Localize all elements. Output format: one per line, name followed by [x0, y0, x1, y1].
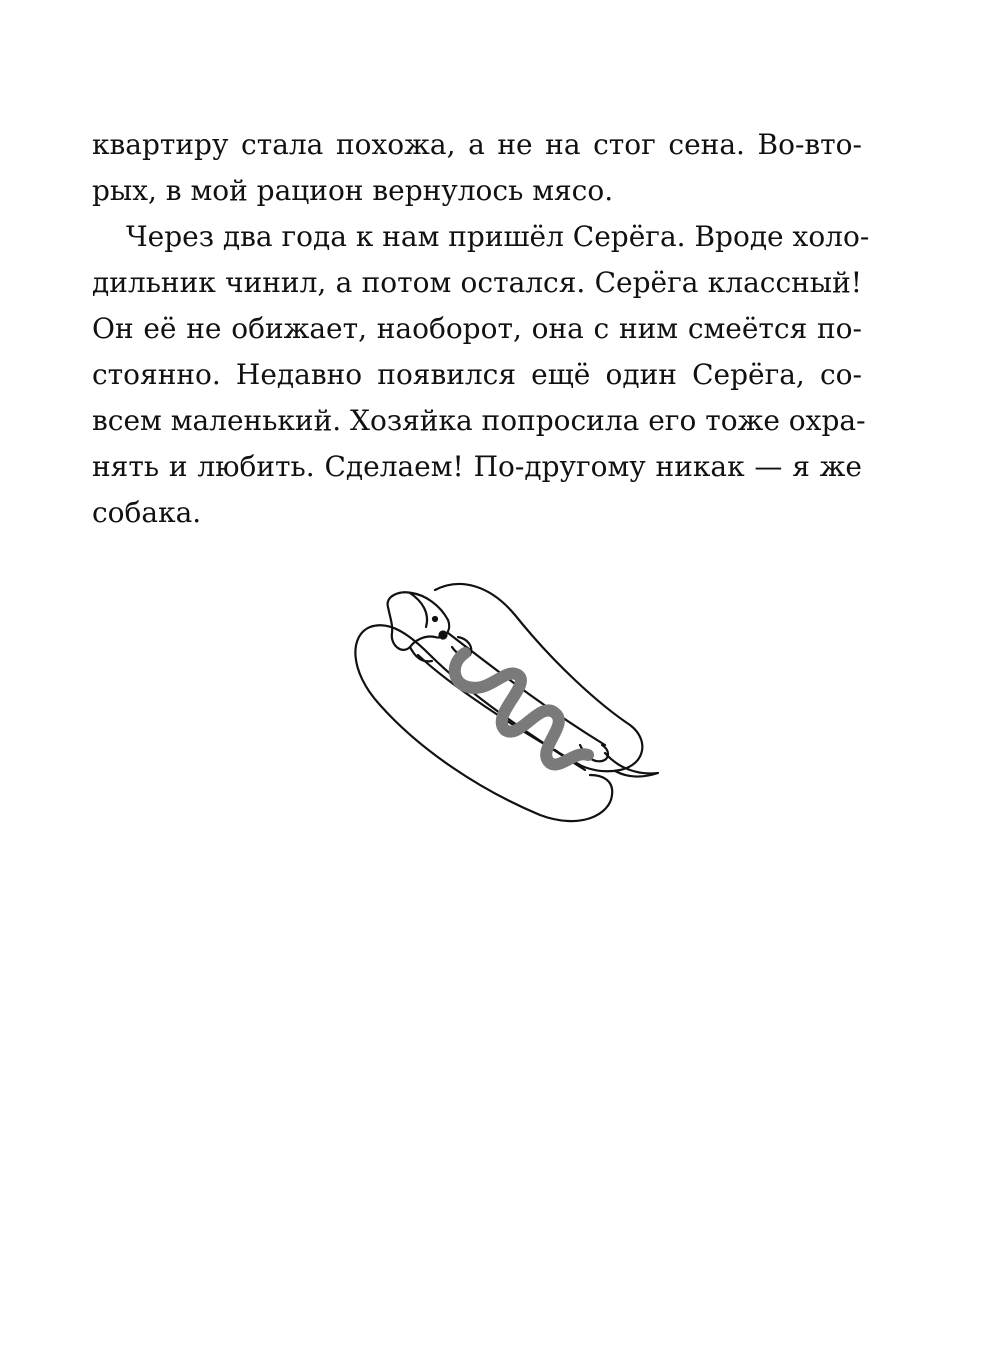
dachshund-hotdog-illustration [340, 575, 670, 835]
paragraph-1 [92, 122, 862, 214]
paragraph-2 [92, 214, 870, 536]
text-line: дильник чинил, а потом остался. Серёга классный! [92, 266, 862, 299]
dog-eye [433, 617, 437, 621]
text-line: всем маленький. Хозяйка попросила его тоже охра- [92, 404, 866, 437]
text-line: Через два года к нам пришёл Серёга. Вроде холо- [126, 220, 870, 253]
mustard-zigzag [455, 653, 588, 765]
text-line: стоянно. Недавно появился ещё один Серёга, со- [92, 358, 862, 391]
dog-nose [440, 632, 447, 639]
text-line: Он её не обижает, наоборот, она с ним смеётся по- [92, 312, 862, 345]
bun-back [435, 584, 642, 771]
text-line: рых, в мой рацион вернулось мясо. [92, 174, 614, 207]
text-line: квартиру стала похожа, а не на стог сена. Во-вто- [92, 128, 862, 161]
body-text [92, 122, 870, 536]
text-line: собака. [92, 496, 202, 529]
text-line: нять и любить. Сделаем! По-другому никак — я же [92, 450, 862, 483]
